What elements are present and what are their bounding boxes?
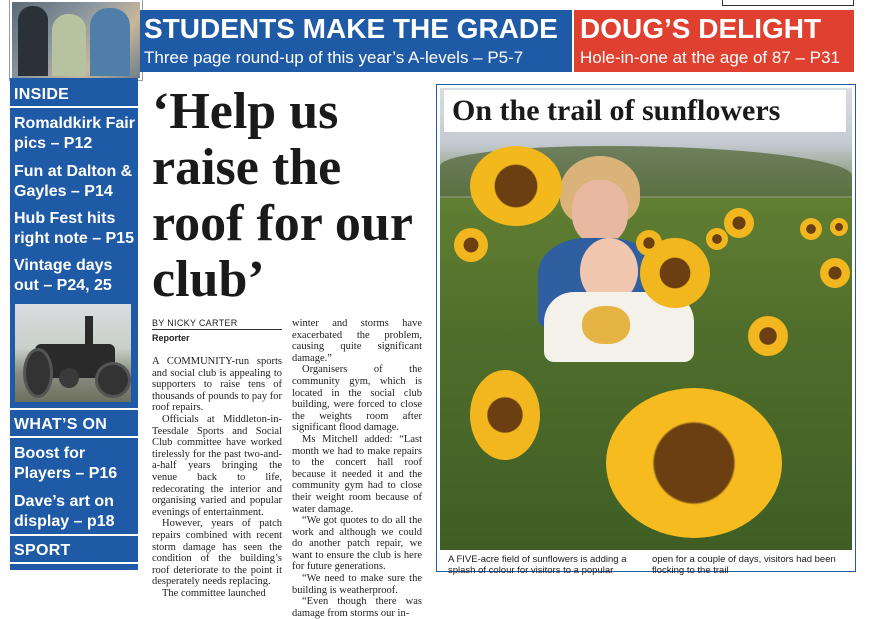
paragraph: “We need to make sure the building is weatherproof. [292, 573, 422, 596]
article-byline: BY NICKY CARTER [152, 318, 238, 328]
sidebar-rule [10, 534, 138, 536]
banner-side-subhead: Hole-in-one at the age of 87 – P31 [580, 48, 840, 67]
paragraph: “Even though there was damage from storms our in- [292, 596, 422, 619]
banner-photo [10, 0, 142, 80]
banner-main-subhead: Three page round-up of this year’s A-levels – P5-7 [144, 48, 524, 67]
sidebar-item-dalton[interactable]: Fun at Dalton & Gayles – P14 [14, 163, 133, 200]
steam-engine-photo [15, 304, 131, 402]
sidebar-item-hubfest[interactable]: Hub Fest hits right note – P15 [14, 210, 135, 247]
paragraph: Organisers of the community gym, which is located in the social club building, were forced to close the weights room after significant flood damage. [292, 364, 422, 434]
sidebar-rule [10, 408, 138, 410]
sidebar-item-vintage[interactable]: Vintage days out – P24, 25 [14, 257, 113, 294]
paragraph: “We got quotes to do all the work and although we could do another patch repair, we want to ensure the club is here for future generations. [292, 515, 422, 573]
sidebar-rule [10, 436, 138, 438]
sunflower-photo [440, 88, 852, 550]
article-column-2 [292, 318, 422, 619]
paragraph: winter and storms have exacerbated the problem, causing quite significant damage.” [292, 318, 422, 364]
sidebar-item-players[interactable]: Boost for Players – P16 [14, 445, 118, 482]
paragraph: A COMMUNITY-run sports and social club is appealing to supporters to raise tens of thousands of pounds to pay for roof repairs. [152, 356, 282, 414]
inside-heading: INSIDE [14, 86, 70, 103]
banner-side-headline: DOUG’S DELIGHT [580, 13, 822, 44]
caption-left: A FIVE-acre field of sunflowers is adding a splash of colour for visitors to a popular [448, 554, 627, 576]
photo-title: On the trail of sunflowers [444, 90, 846, 132]
article-column-1 [152, 356, 282, 599]
whats-on-heading: WHAT’S ON [14, 416, 108, 433]
photo-caption [440, 552, 852, 576]
sidebar-item-dave-art[interactable]: Dave’s art on display – p18 [14, 493, 115, 530]
banner-main[interactable] [140, 10, 572, 72]
article-headline: ‘Help us raise the roof for our club’ [152, 83, 412, 308]
paragraph: Ms Mitchell added: “Last month we had to make repairs to the concert hall roof because it needed it and the community gym had to close their weight room because of water damage. [292, 433, 422, 515]
banner-main-headline: STUDENTS MAKE THE GRADE [144, 13, 558, 44]
sidebar-item-romaldkirk[interactable]: Romaldkirk Fair pics – P12 [14, 115, 135, 152]
sidebar-rule [10, 106, 138, 108]
article-role: Reporter [152, 333, 190, 343]
caption-right: open for a couple of days, visitors had been flocking to the trail [652, 554, 836, 576]
paragraph: Officials at Middleton-in-Teesdale Sports and Social Club committee have worked tirelessly for the past two-and-a-half years bringing the venue back to life, redecorating the interior and organising varied and popular evenings of entertainment. [152, 413, 282, 518]
byline-rule [152, 329, 282, 330]
sport-heading: SPORT [14, 542, 71, 559]
paragraph: The committee launched [162, 587, 266, 599]
masthead-box-edge [722, 0, 854, 6]
banner-side[interactable] [574, 10, 854, 72]
sidebar-rule [10, 562, 138, 564]
paragraph: However, years of patch repairs combined with recent storm damage has seen the condition of the building’s roof deteriorate to the point it desperately needs replacing. [152, 518, 282, 588]
